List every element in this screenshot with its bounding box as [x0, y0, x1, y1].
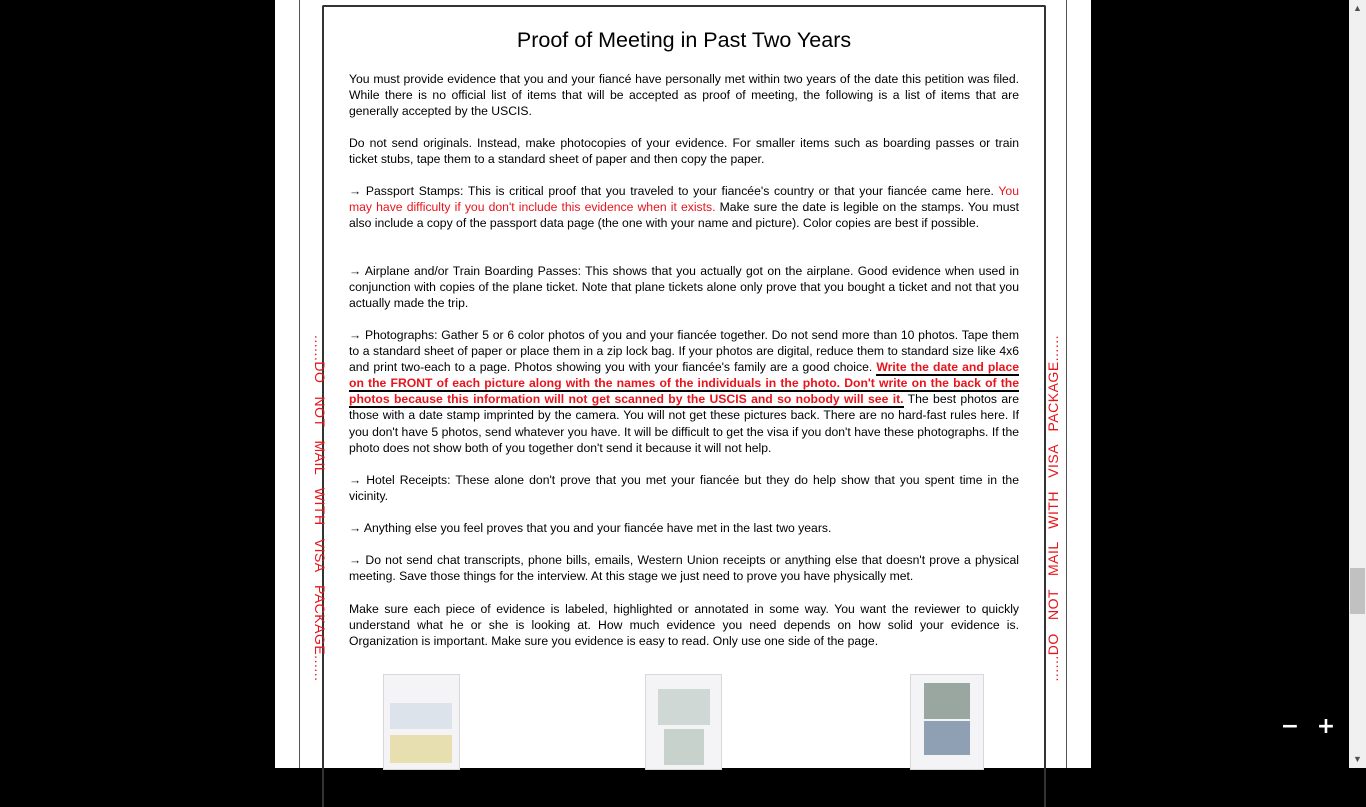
hotel-receipts-paragraph: → Hotel Receipts: These alone don't prove that you met your fiancée but they do help show that you spent time in the vicinity.	[349, 473, 1019, 504]
labeling-paragraph: Make sure each piece of evidence is labeled, highlighted or annotated in some way. You want the reviewer to quickly understand what he or she is looking at. How much evidence you need depends on how solid your evidence is. Organization is important. Make sure you evidence is easy to read. Only use one side of the page.	[349, 602, 1019, 649]
photographs-text: → Photographs: Gather 5 or 6 color photos of you and your fiancée together. Do not send more than 10 photos. Tape them to a standard sheet of paper or place them in a zip lock bag. If your photos are digital, reduce them to standard size like 4x6 and print two-each to a page. Photos showing you with your fiancée's family are a good choice.	[349, 328, 1019, 375]
intro-paragraph: You must provide evidence that you and your fiancé have personally met within two years of the date this petition was filed. While there is no official list of items that will be accepted as proof of meeting, the following is a list of items that are generally accepted by the USCIS.	[349, 72, 1019, 119]
passport-stamps-warning: You may have difficulty if you don't include this evidence when it exists.	[349, 184, 1019, 215]
anything-else-paragraph: → Anything else you feel proves that you and your fiancée have met in the last two years.	[349, 521, 832, 535]
photographs-write-front-warning: Write the date and place on the FRONT of each picture along with the names of the individuals in the photo.	[349, 360, 1020, 391]
photographs-paragraph	[349, 327, 1019, 456]
photographs-back-warning: Don't write on the back of the photos because this information will not get scanned by the USCIS and so nobody will see it.	[349, 376, 1020, 407]
passport-stamps-text: → Passport Stamps: This is critical proof that you traveled to your fiancée's country or that your fiancée came here.	[349, 184, 999, 198]
passport-stamps-text-cont: Make sure the date is legible on the stamps. You must also include a copy of the passport data page (the one with your name and picture). Color copies are best if possible.	[349, 200, 1019, 231]
passport-stamps-paragraph	[349, 183, 1019, 231]
originals-paragraph: Do not send originals. Instead, make photocopies of your evidence. For smaller items such as boarding passes or train ticket stubs, tape them to a standard sheet of paper and then copy the paper.	[349, 136, 1019, 167]
page-title: Proof of Meeting in Past Two Years	[516, 28, 852, 52]
side-warning-right: ......DO NOT MAIL WITH VISA PACKAGE......	[1045, 335, 1061, 682]
boarding-passes-paragraph: → Airplane and/or Train Boarding Passes: This shows that you actually got on the airplane. Good evidence when used in conjunction with copies of the plane ticket. Note that plane tickets alone only prove that you bought a ticket and not that you actually made the trip.	[349, 264, 1019, 311]
zoom-in-button[interactable]: +	[1316, 714, 1336, 739]
page-border-right	[1066, 0, 1067, 768]
boarding-pass-thumbnail	[383, 674, 460, 770]
document-page	[275, 0, 1091, 768]
do-not-send-paragraph: → Do not send chat transcripts, phone bills, emails, Western Union receipts or anything else that doesn't prove a physical meeting. Save those things for the interview. At this stage we just need to prove you have physically met.	[349, 553, 1019, 584]
side-warning-left: ......DO NOT MAIL WITH VISA PACKAGE......	[312, 335, 328, 682]
photographs-text-cont: The best photos are those with a date stamp imprinted by the camera. You will not get these pictures back. There are no hard-fast rules here. If you don't have 5 photos, send whatever you have. It will be difficult to get the visa if you don't have these photographs. If the photo does not show both of you together don't send it because it will not help.	[349, 392, 1019, 455]
scroll-up-icon[interactable]: ▲	[1353, 3, 1362, 13]
page-border-left	[299, 0, 300, 768]
zoom-out-button[interactable]: −	[1280, 714, 1300, 739]
passport-stamps-thumbnail	[645, 674, 722, 770]
vertical-scrollbar[interactable]	[1349, 0, 1366, 768]
scroll-down-icon[interactable]: ▼	[1353, 754, 1362, 764]
scrollbar-thumb[interactable]	[1350, 568, 1365, 614]
photographs-thumbnail	[910, 674, 984, 770]
